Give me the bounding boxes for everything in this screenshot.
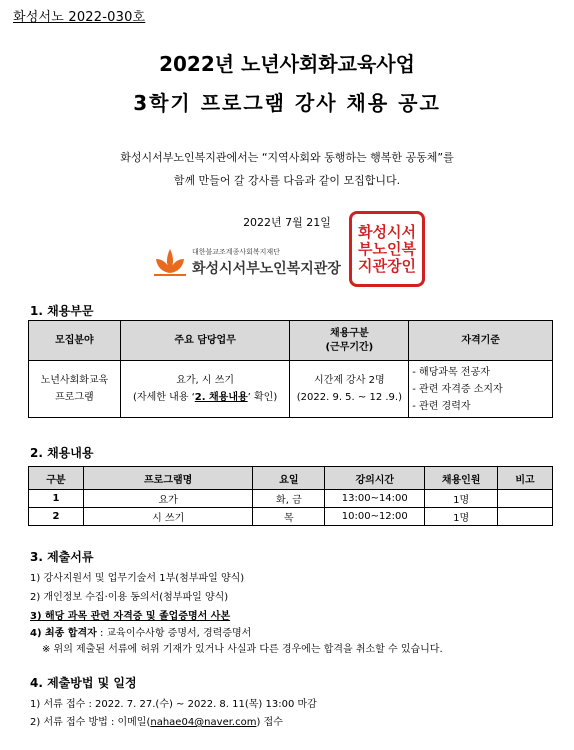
duty-pre: (자세한 내용 ‘ bbox=[133, 392, 195, 403]
document-item-3: 3) 해당 과목 관련 자격증 및 졸업증명서 사본 bbox=[30, 611, 231, 622]
duty-line-2 bbox=[121, 389, 290, 406]
header-no: 구분 bbox=[29, 467, 84, 490]
table-row bbox=[29, 361, 553, 418]
document-item-2: 2) 개인정보 수집·이용 동의서(첨부파일 양식) bbox=[30, 592, 229, 603]
table-row bbox=[29, 508, 553, 526]
cell-count: 1명 bbox=[425, 490, 498, 508]
email-link[interactable]: nahae04@naver.com bbox=[150, 717, 257, 728]
header-field: 모집분야 bbox=[29, 321, 121, 361]
cell-duty bbox=[120, 361, 290, 418]
header-day: 요일 bbox=[253, 467, 325, 490]
header-count: 채용인원 bbox=[425, 467, 498, 490]
recruitment-field-table bbox=[28, 320, 553, 418]
lotus-icon bbox=[152, 245, 188, 279]
final-applicant-label: 4) 최종 합격자 bbox=[30, 628, 97, 639]
cell-program: 요가 bbox=[83, 490, 253, 508]
qualification-item: - 해당과목 전공자 bbox=[412, 366, 490, 378]
duty-emphasis: 2. 채용내용 bbox=[194, 392, 248, 403]
section-2-title: 2. 채용내용 bbox=[30, 446, 94, 460]
email-pre: 2) 서류 접수 방법 : 이메일( bbox=[30, 717, 151, 728]
qualification-item: - 관련 자격증 소지자 bbox=[412, 383, 503, 395]
duty-line-1: 요가, 시 쓰기 bbox=[176, 375, 235, 386]
final-applicant-text: : 교육이수사항 증명서, 경력증명서 bbox=[96, 628, 252, 639]
recruitment-content-table bbox=[28, 466, 553, 526]
section-3-title: 3. 제출서류 bbox=[30, 550, 94, 564]
cell-day: 목 bbox=[253, 508, 325, 526]
header-program: 프로그램명 bbox=[83, 467, 253, 490]
table-header-row bbox=[29, 321, 553, 361]
title-line-1: 2022년 노년사회화교육사업 bbox=[159, 52, 415, 76]
header-qualification: 자격기준 bbox=[409, 321, 553, 361]
cell-time: 10:00~12:00 bbox=[325, 508, 425, 526]
logo-foundation-name: 대한불교조계종사회복지재단 bbox=[192, 248, 280, 256]
cell-time: 13:00~14:00 bbox=[325, 490, 425, 508]
announcement-date: 2022년 7월 21일 bbox=[243, 216, 331, 229]
intro-line-2: 함께 만들어 갈 강사를 다음과 같이 모집합니다. bbox=[173, 174, 401, 187]
email-post: ) 접수 bbox=[256, 717, 283, 728]
cell-no: 2 bbox=[29, 508, 84, 526]
header-note: 비고 bbox=[498, 467, 553, 490]
schedule-item-1: 1) 서류 접수 : 2022. 7. 27.(수) ~ 2022. 8. 11(목) 13:00 마감 bbox=[30, 699, 317, 710]
cell-no: 1 bbox=[29, 490, 84, 508]
cell-field: 노년사회화교육 프로그램 bbox=[29, 361, 121, 418]
cell-qualifications bbox=[409, 361, 553, 418]
table-row bbox=[29, 490, 553, 508]
table-header-row bbox=[29, 467, 553, 490]
cell-count: 1명 bbox=[425, 508, 498, 526]
intro-line-1: 화성시서부노인복지관에서는 “지역사회와 동행하는 행복한 공동체”를 bbox=[120, 151, 454, 164]
header-duty: 주요 담당업무 bbox=[120, 321, 290, 361]
cell-note bbox=[498, 490, 553, 508]
cell-program: 시 쓰기 bbox=[83, 508, 253, 526]
submission-note: ※ 위의 제출된 서류에 허위 기재가 있거나 사실과 다른 경우에는 합격을 취소할 수 있습니다. bbox=[42, 644, 443, 655]
document-item-4 bbox=[30, 624, 251, 639]
document-item-1: 1) 강사지원서 및 업무기술서 1부(첨부파일 양식) bbox=[30, 573, 245, 584]
cell-type: 시간제 강사 2명 (2022. 9. 5. ~ 12 .9.) bbox=[290, 361, 409, 418]
official-seal bbox=[349, 211, 425, 287]
document-number: 화성서노 2022-030호 bbox=[13, 10, 146, 25]
section-4-title: 4. 제출방법 및 일정 bbox=[30, 676, 137, 690]
title-line-2: 3학기 프로그램 강사 채용 공고 bbox=[133, 91, 441, 115]
header-type: 채용구분 (근무기간) bbox=[290, 321, 409, 361]
logo-center-name: 화성시서부노인복지관장 bbox=[192, 261, 341, 277]
organization-logo bbox=[152, 245, 348, 279]
duty-post: ’ 확인) bbox=[247, 392, 278, 403]
seal-text: 화성시서부노인복지관장인 bbox=[358, 222, 416, 275]
header-time: 강의시간 bbox=[325, 467, 425, 490]
section-1-title: 1. 채용부문 bbox=[30, 304, 94, 318]
qualification-item: - 관련 경력자 bbox=[412, 400, 471, 412]
cell-day: 화, 금 bbox=[253, 490, 325, 508]
cell-note bbox=[498, 508, 553, 526]
schedule-item-2 bbox=[30, 713, 283, 728]
